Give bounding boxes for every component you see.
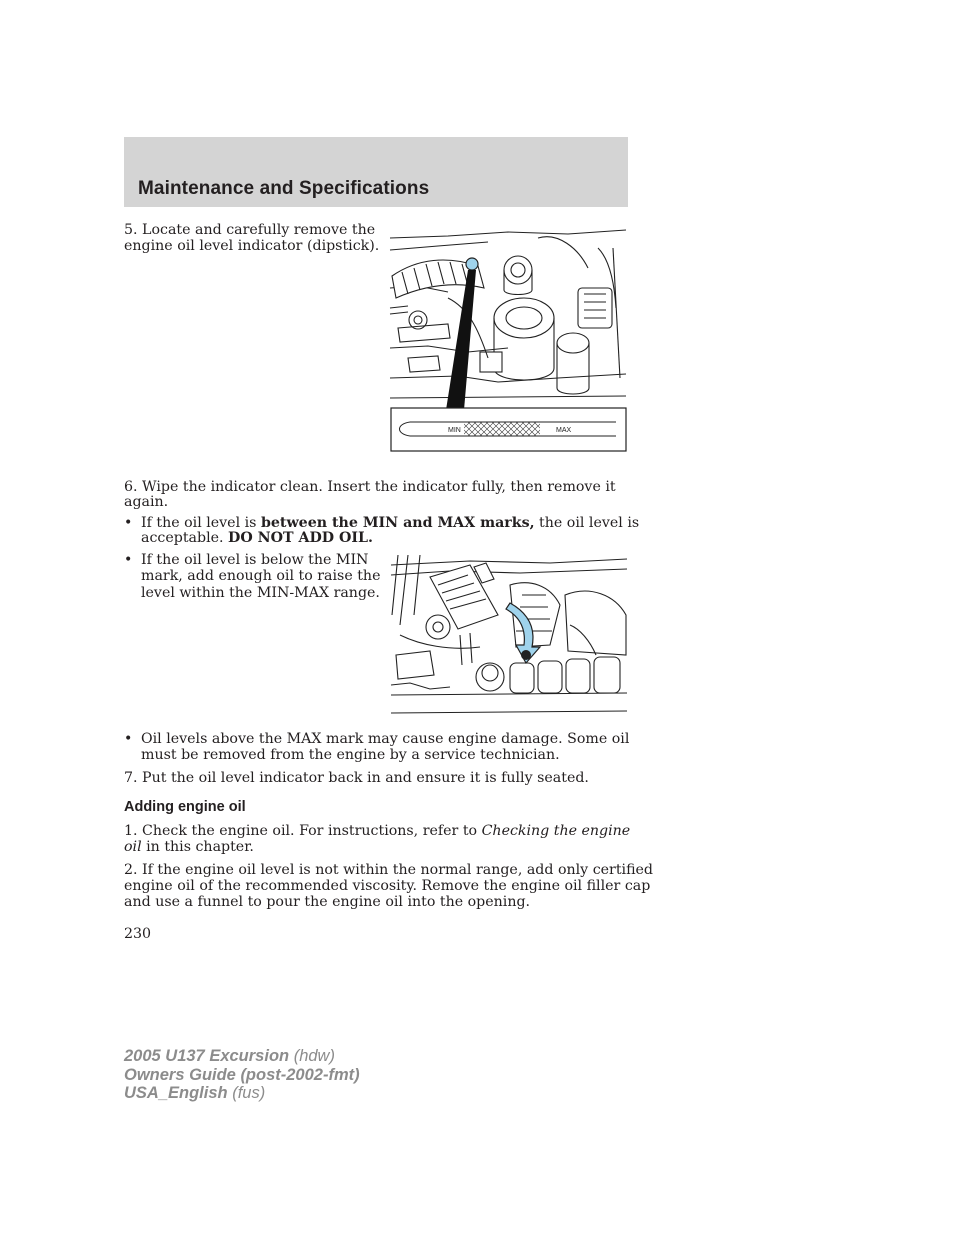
document-footer — [124, 1047, 360, 1103]
bullet-dot: • — [124, 552, 133, 568]
add-step2-line1: 2. If the engine oil level is not within the normal range, add only certified — [124, 862, 654, 878]
footer-line3: USA_English (fus) — [124, 1084, 266, 1102]
checking-engine-oil-reference: Checking the engine — [481, 823, 631, 839]
adding-oil-illustration — [390, 555, 628, 715]
checking-engine-oil-reference-end: oil — [124, 839, 142, 855]
filler-cap-icon — [521, 650, 531, 660]
bullet3-line1: Oil levels above the MAX mark may cause engine damage. Some oil — [141, 731, 630, 747]
bullet-below-min — [124, 552, 384, 602]
step7-text: 7. Put the oil level indicator back in and ensure it is fully seated. — [124, 770, 589, 786]
dipstick-max-label: MAX — [556, 427, 572, 434]
step6-line2: again. — [124, 494, 169, 510]
add-step2-line2: engine oil of the recommended viscosity. Remove the engine oil filler cap — [124, 878, 651, 894]
add-step1-line1 — [124, 823, 630, 839]
footer-line2: Owners Guide (post-2002-fmt) — [124, 1065, 360, 1084]
bullet-dot: • — [124, 515, 133, 531]
bullet1-text: If the oil level is — [141, 515, 261, 531]
section-title: Maintenance and Specifications — [138, 178, 430, 199]
footer-line1: 2005 U137 Excursion (hdw) — [124, 1047, 335, 1065]
page-number: 230 — [124, 926, 152, 942]
step6-line1: 6. Wipe the indicator clean. Insert the indicator fully, then remove it — [124, 479, 616, 495]
add-step1-line2 — [124, 839, 254, 855]
engine-dipstick-illustration — [388, 228, 628, 454]
bullet3-line2: must be removed from the engine by a service technician. — [141, 747, 560, 763]
bullet2-line1: If the oil level is below the MIN — [141, 552, 369, 568]
dipstick-safe-range — [464, 422, 540, 436]
dipstick-min-label: MIN — [448, 427, 461, 434]
bullet1-do-not-add: DO NOT ADD OIL. — [228, 530, 373, 546]
adding-engine-oil-heading: Adding engine oil — [124, 799, 246, 815]
bullet1-post: the oil level is — [534, 515, 640, 531]
section-header-band — [124, 137, 628, 207]
step5-line1: 5. Locate and carefully remove the — [124, 222, 376, 238]
bullet2-line3: level within the MIN-MAX range. — [141, 585, 380, 601]
step5-line2: engine oil level indicator (dipstick). — [124, 238, 380, 254]
bullet2-line2: mark, add enough oil to raise the — [141, 568, 381, 584]
bullet-dot: • — [124, 731, 133, 747]
add-step1-text: 1. Check the engine oil. For instructions, refer to — [124, 823, 482, 839]
bullet-min-max — [124, 515, 640, 549]
add-step1-post: in this chapter. — [141, 839, 254, 855]
bullet1-bold: between the MIN and MAX marks, — [260, 515, 535, 531]
bullet1-line2: acceptable. — [141, 530, 229, 546]
add-step2-line3: and use a funnel to pour the engine oil into the opening. — [124, 894, 531, 910]
bullet-above-max — [124, 731, 630, 765]
